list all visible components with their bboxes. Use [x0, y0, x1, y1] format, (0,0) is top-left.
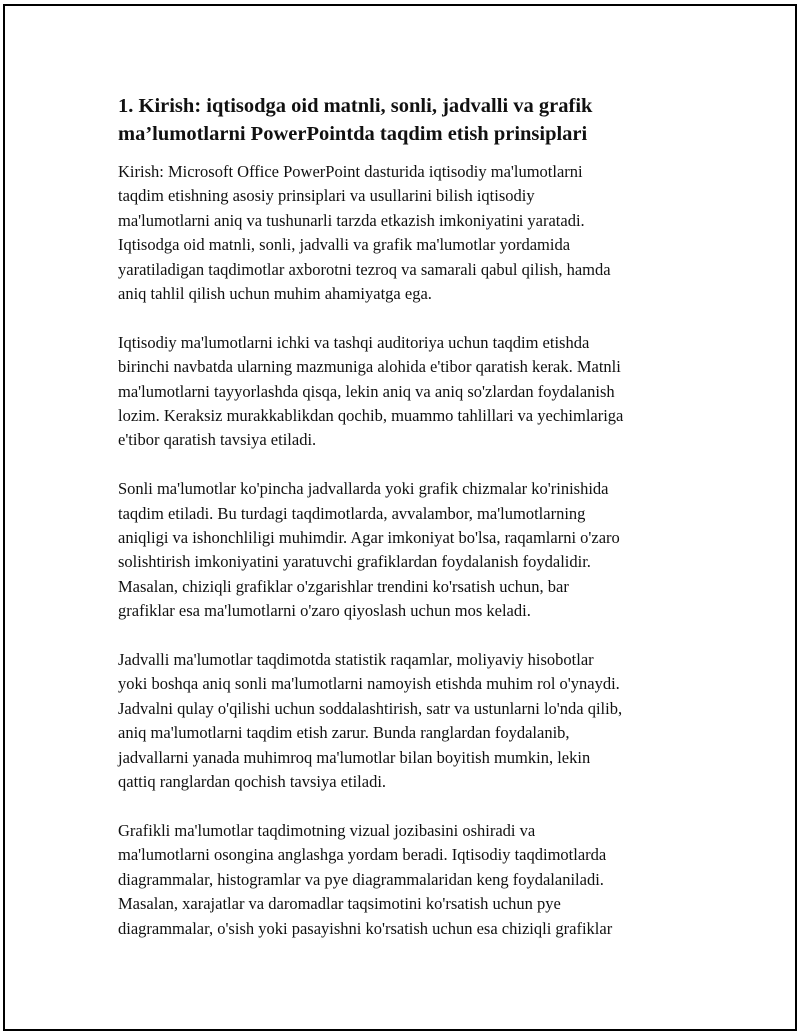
text-line: qattiq ranglardan qochish tavsiya etiladi.	[118, 772, 387, 792]
paragraph-numeric-data	[118, 477, 698, 623]
text-line: yaratiladigan taqdimotlar axborotni tezroq va samarali qabul qilish, hamda	[118, 259, 611, 279]
text-line: Masalan, chiziqli grafiklar o'zgarishlar trendini ko'rsatish uchun, bar	[118, 576, 569, 596]
text-line: Sonli ma'lumotlar ko'pincha jadvallarda yoki grafik chizmalar ko'rinishida	[118, 479, 609, 499]
text-line: Kirish: Microsoft Office PowerPoint dasturida iqtisodiy ma'lumotlarni	[118, 162, 583, 181]
paragraph-graphic-data	[118, 819, 698, 941]
text-line: Jadvalni qulay o'qilishi uchun soddalashtirish, satr va ustunlarni lo'nda qilib,	[118, 698, 623, 718]
text-line: aniqligi va ishonchliligi muhimdir. Agar imkoniyat bo'lsa, raqamlarni o'zaro	[118, 528, 620, 548]
text-line: birinchi navbatda ularning mazmuniga alohida e'tibor qaratish kerak. Matnli	[118, 357, 621, 377]
text-line: aniq tahlil qilish uchun muhim ahamiyatga ega.	[118, 284, 432, 304]
text-line: Masalan, xarajatlar va daromadlar taqsimotini ko'rsatish uchun pye	[118, 894, 561, 914]
text-line: jadvallarni yanada muhimroq ma'lumotlar bilan boyitish mumkin, lekin	[118, 747, 591, 767]
text-line: yoki boshqa aniq sonli ma'lumotlarni namoyish etishda muhim rol o'ynaydi.	[118, 674, 620, 694]
section-title-line: 1. Kirish: iqtisodga oid matnli, sonli, jadvalli va grafik	[118, 95, 593, 117]
document-body	[118, 92, 698, 965]
text-line: Iqtisodga oid matnli, sonli, jadvalli va grafik ma'lumotlar yordamida	[118, 235, 571, 255]
text-line: Jadvalli ma'lumotlar taqdimotda statistik raqamlar, moliyaviy hisobotlar	[118, 650, 594, 670]
text-line: aniq ma'lumotlarni taqdim etish zarur. Bunda ranglardan foydalanib,	[118, 723, 570, 743]
section-title	[118, 92, 698, 148]
text-line: ma'lumotlarni tayyorlashda qisqa, lekin aniq va aniq so'zlardan foydalanish	[118, 381, 615, 401]
text-line: Iqtisodiy ma'lumotlarni ichki va tashqi auditoriya uchun taqdim etishda	[118, 332, 590, 352]
text-line: lozim. Keraksiz murakkablikdan qochib, muammo tahlillari va yechimlariga	[118, 406, 624, 426]
paragraph-table-data	[118, 648, 698, 794]
text-line: taqdim etishning asosiy prinsiplari va usullarini bilish iqtisodiy	[118, 186, 535, 206]
paragraph-intro	[118, 160, 698, 306]
text-line: e'tibor qaratish tavsiya etiladi.	[118, 430, 317, 450]
text-line: solishtirish imkoniyatini yaratuvchi grafiklardan foydalanish foydalidir.	[118, 552, 591, 572]
section-title-line: ma’lumotlarni PowerPointda taqdim etish prinsiplari	[118, 123, 588, 145]
text-line: Grafikli ma'lumotlar taqdimotning vizual jozibasini oshiradi va	[118, 820, 536, 840]
text-line: taqdim etiladi. Bu turdagi taqdimotlarda, avvalambor, ma'lumotlarning	[118, 503, 586, 523]
text-line: grafiklar esa ma'lumotlarni o'zaro qiyoslash uchun mos keladi.	[118, 601, 531, 621]
paragraph-text-data	[118, 331, 698, 453]
text-line: diagrammalar, o'sish yoki pasayishni ko'rsatish uchun esa chiziqli grafiklar	[118, 918, 613, 938]
text-line: ma'lumotlarni aniq va tushunarli tarzda etkazish imkoniyatini yaratadi.	[118, 210, 585, 230]
text-line: ma'lumotlarni osongina anglashga yordam beradi. Iqtisodiy taqdimotlarda	[118, 845, 607, 865]
text-line: diagrammalar, histogramlar va pye diagrammalaridan keng foydalaniladi.	[118, 869, 604, 889]
